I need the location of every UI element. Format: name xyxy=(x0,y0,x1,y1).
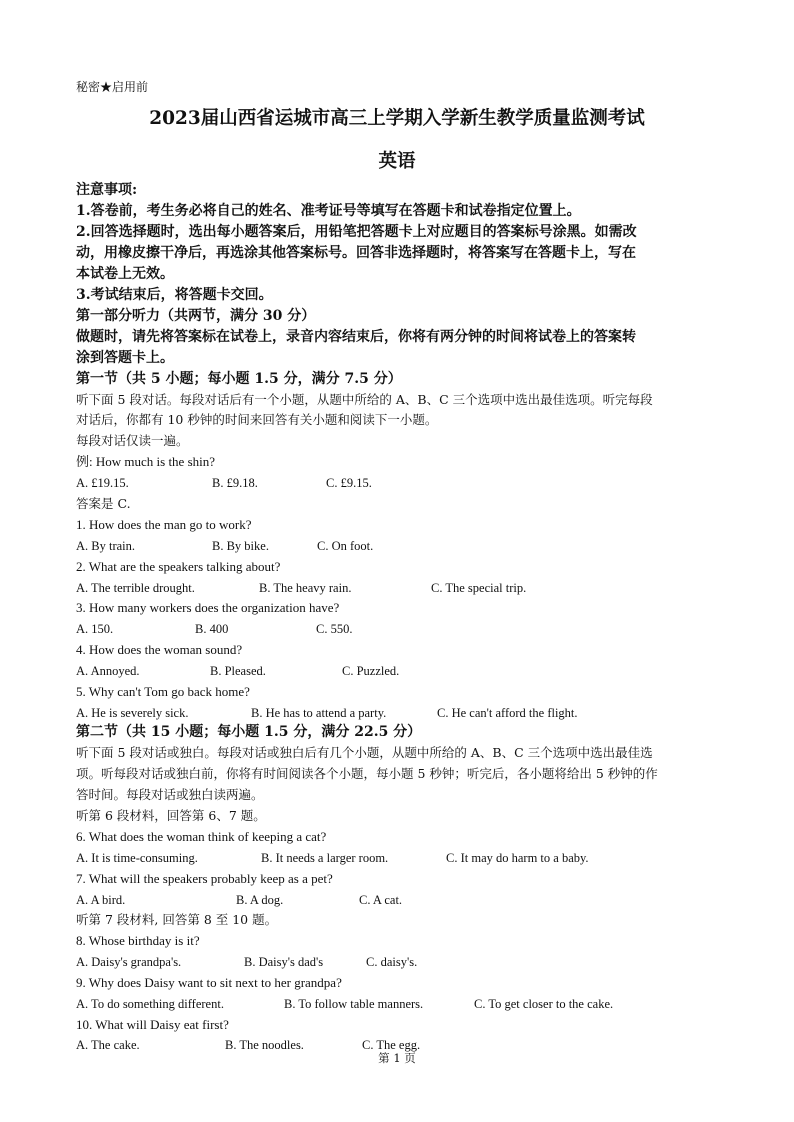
section-heading: 第二节（共 15 小题；每小题 1.5 分，满分 22.5 分） xyxy=(76,724,422,740)
option-c: C. To get closer to the cake. xyxy=(474,997,614,1011)
question: 2. What are the speakers talking about? xyxy=(76,559,281,574)
option-a: A. To do something different. xyxy=(76,997,224,1011)
option-b: B. By bike. xyxy=(212,539,269,553)
notice-item: 动，用橡皮擦干净后，再选涂其他答案标号。回答非选择题时，将答案写在答题卡上，写在 xyxy=(76,245,636,261)
subject-title: 英语 xyxy=(378,151,416,172)
option-a: A. He is severely sick. xyxy=(76,706,189,720)
example-answer: 答案是 C. xyxy=(76,496,131,511)
question: 5. Why can't Tom go back home? xyxy=(76,684,250,699)
question: 10. What will Daisy eat first? xyxy=(76,1017,229,1032)
section-instruction: 听下面 5 段对话。每段对话后有一个小题，从题中所给的 A、B、C 三个选项中选出最佳选项。听完每段 xyxy=(76,392,653,407)
notice-item: 2.回答选择题时，选出每小题答案后，用铅笔把答题卡上对应题目的答案标号涂黑。如需改 xyxy=(76,224,637,240)
section-instruction: 项。听每段对话或独白前，你将有时间阅读各个小题，每小题 5 秒钟；听完后，各小题将给出 5 秒钟的作 xyxy=(76,766,658,781)
option-a: A. By train. xyxy=(76,539,136,553)
question: 3. How many workers does the organization have? xyxy=(76,600,340,615)
option-a: A. Daisy's grandpa's. xyxy=(76,955,182,969)
option-b: B. The heavy rain. xyxy=(259,581,352,595)
option-c: C. The special trip. xyxy=(431,581,527,595)
option-c: C. A cat. xyxy=(359,893,403,907)
section-instruction: 答时间。每段对话或独白读两遍。 xyxy=(76,787,264,802)
option-b: B. 400 xyxy=(195,622,229,636)
option-c: C. 550. xyxy=(316,622,353,636)
section-heading: 第一节（共 5 小题；每小题 1.5 分，满分 7.5 分） xyxy=(76,371,402,387)
material-note: 听第 6 段材料，回答第 6、7 题。 xyxy=(76,808,266,823)
option-c: C. On foot. xyxy=(317,539,374,553)
option-a: A. The terrible drought. xyxy=(76,581,195,595)
option-c: C. Puzzled. xyxy=(342,664,400,678)
option-b: B. To follow table manners. xyxy=(284,997,424,1011)
part-instruction: 涂到答题卡上。 xyxy=(76,350,174,366)
notice-item: 1.答卷前，考生务必将自己的姓名、准考证号等填写在答题卡和试卷指定位置上。 xyxy=(76,203,581,219)
option-b: B. A dog. xyxy=(236,893,284,907)
confidential-mark: 秘密★启用前 xyxy=(76,80,149,94)
option-c: C. It may do harm to a baby. xyxy=(446,851,589,865)
option-b: B. It needs a larger room. xyxy=(261,851,389,865)
question: 1. How does the man go to work? xyxy=(76,517,252,532)
option-a: A. A bird. xyxy=(76,893,126,907)
option-a: A. Annoyed. xyxy=(76,664,140,678)
section-instruction: 每段对话仅读一遍。 xyxy=(76,433,189,448)
material-note: 听第 7 段材料, 回答第 8 至 10 题。 xyxy=(76,912,278,927)
option-b: B. The noodles. xyxy=(225,1038,304,1052)
question: 7. What will the speakers probably keep as a pet? xyxy=(76,871,333,886)
page-number: 第 1 页 xyxy=(378,1051,416,1065)
part-heading: 第一部分听力（共两节，满分 30 分） xyxy=(76,308,316,324)
example-question: 例: How much is the shin? xyxy=(76,454,216,469)
part-instruction: 做题时，请先将答案标在试卷上，录音内容结束后，你将有两分钟的时间将试卷上的答案转 xyxy=(76,329,636,345)
exam-title: 2023届山西省运城市高三上学期入学新生教学质量监测考试 xyxy=(149,108,645,129)
option-b: B. Pleased. xyxy=(210,664,266,678)
example-option-a: A. £19.15. xyxy=(76,476,129,490)
option-a: A. 150. xyxy=(76,622,114,636)
option-b: B. Daisy's dad's xyxy=(244,955,324,969)
notice-item: 本试卷上无效。 xyxy=(76,266,174,282)
question: 9. Why does Daisy want to sit next to her grandpa? xyxy=(76,975,342,990)
option-b: B. He has to attend a party. xyxy=(251,706,387,720)
section-instruction: 听下面 5 段对话或独白。每段对话或独白后有几个小题，从题中所给的 A、B、C 三个选项中选出最佳选 xyxy=(76,745,653,760)
question: 6. What does the woman think of keeping a cat? xyxy=(76,829,327,844)
option-c: C. The egg. xyxy=(362,1038,421,1052)
option-a: A. It is time-consuming. xyxy=(76,851,198,865)
option-c: C. daisy's. xyxy=(366,955,418,969)
option-c: C. He can't afford the flight. xyxy=(437,706,578,720)
question: 4. How does the woman sound? xyxy=(76,642,243,657)
question: 8. Whose birthday is it? xyxy=(76,933,200,948)
notice-item: 3.考试结束后，将答题卡交回。 xyxy=(76,287,273,303)
option-a: A. The cake. xyxy=(76,1038,140,1052)
notice-heading: 注意事项: xyxy=(76,182,138,198)
section-instruction: 对话后，你都有 10 秒钟的时间来回答有关小题和阅读下一小题。 xyxy=(76,412,438,427)
example-option-b: B. £9.18. xyxy=(212,476,258,490)
example-option-c: C. £9.15. xyxy=(326,476,372,490)
